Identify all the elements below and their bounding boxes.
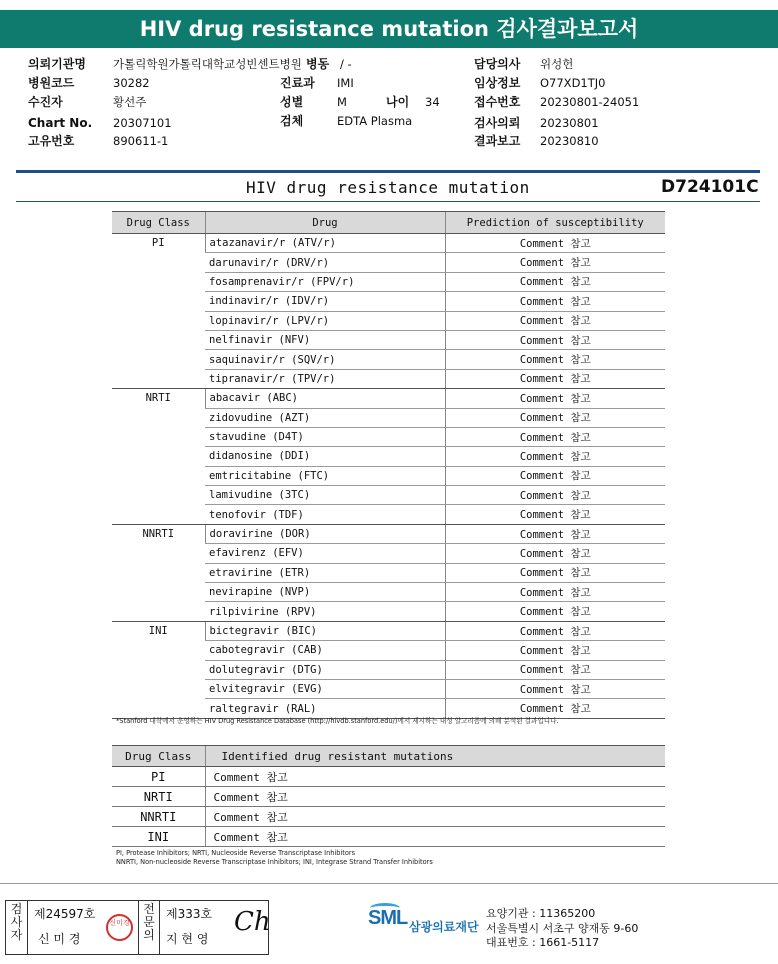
prediction-cell: Comment 참고: [445, 311, 665, 330]
chart-no-label: Chart No.: [28, 116, 93, 130]
header-prediction: Prediction of susceptibility: [445, 212, 665, 234]
logo-swoosh-icon: [370, 903, 400, 913]
prediction-cell: Comment 참고: [445, 699, 665, 718]
header-mutations: Identified drug resistant mutations: [205, 746, 665, 767]
drug-cell: etravirine (ETR): [205, 563, 445, 582]
prediction-cell: Comment 참고: [445, 641, 665, 660]
table-row: [112, 807, 665, 827]
mutation-cell: Comment 참고: [205, 767, 665, 787]
ward-label: 병동: [305, 55, 329, 74]
age-value: 34: [425, 95, 440, 109]
org-address: 서울특별시 서초구 양재동 9-60: [486, 921, 639, 935]
drug-cell: raltegravir (RAL): [205, 699, 445, 718]
drug-cell: darunavir/r (DRV/r): [205, 253, 445, 272]
tester-label: [6, 901, 28, 954]
drug-cell: tipranavir/r (TPV/r): [205, 369, 445, 388]
drug-class-cell: INI: [112, 621, 205, 718]
header-drug: Drug: [205, 212, 445, 234]
drug-class-cell: NRTI: [112, 787, 205, 807]
mutations-table: [112, 745, 665, 847]
drug-cell: lamivudine (3TC): [205, 486, 445, 505]
drug-cell: tenofovir (TDF): [205, 505, 445, 524]
table-row: [112, 524, 665, 543]
accession-label: 접수번호: [474, 95, 521, 109]
prediction-cell: Comment 참고: [445, 447, 665, 466]
institution-label: 의뢰기관명: [28, 57, 86, 71]
susceptibility-header-row: [112, 212, 665, 234]
prediction-cell: Comment 참고: [445, 350, 665, 369]
prediction-cell: Comment 참고: [445, 486, 665, 505]
prediction-cell: Comment 참고: [445, 292, 665, 311]
patient-value: 황선주: [113, 95, 147, 109]
mutations-header-row: [112, 746, 665, 767]
hospital-code-label: 병원코드: [28, 76, 75, 90]
unique-no-label: 고유번호: [28, 134, 75, 148]
sml-logo: [368, 907, 479, 934]
request-date-label: 검사의뢰: [474, 116, 521, 130]
table-row: [112, 787, 665, 807]
divider-bottom: [16, 201, 760, 202]
table-row: [112, 621, 665, 640]
sex-value: M: [337, 95, 347, 109]
specialist-name: 지 현 영: [166, 932, 209, 946]
header-drug-class: Drug Class: [112, 212, 205, 234]
prediction-cell: Comment 참고: [445, 427, 665, 446]
drug-cell: lopinavir/r (LPV/r): [205, 311, 445, 330]
specialist-license-no: 제333호: [166, 907, 213, 921]
sex-label: 성별: [280, 95, 304, 109]
logo-text: SML: [368, 907, 408, 929]
drug-cell: stavudine (D4T): [205, 427, 445, 446]
signature-icon: Ch: [234, 907, 271, 937]
mutation-cell: Comment 참고: [205, 787, 665, 807]
drug-cell: nevirapine (NVP): [205, 583, 445, 602]
report-title: HIV drug resistance mutation: [246, 178, 530, 197]
drug-class-cell: INI: [112, 827, 205, 847]
table-row: [112, 234, 665, 253]
table-row: [112, 827, 665, 847]
age-label: 나이: [386, 95, 410, 109]
database-footnote: *Stanford 대학에서 운영하는 HIV Drug Resistance Database (http://hivdb.stanford.edu/)에서 제시하는 내성 알고리즘에 의해 분석된 결과입니다.: [116, 717, 559, 725]
prediction-cell: Comment 참고: [445, 389, 665, 408]
prediction-cell: Comment 참고: [445, 466, 665, 485]
dept-value: IMI: [337, 76, 354, 90]
tester-license-no: 제24597호: [34, 907, 96, 921]
request-date-value: 20230801: [540, 116, 599, 130]
clinical-value: O77XD1TJ0: [540, 76, 606, 90]
chart-no-value: 20307101: [113, 116, 172, 130]
drug-cell: fosamprenavir/r (FPV/r): [205, 272, 445, 291]
patient-label: 수진자: [28, 95, 63, 109]
mutation-cell: Comment 참고: [205, 827, 665, 847]
abbreviation-line-2: NNRTI, Non-nucleoside Reverse Transcriptase Inhibitors; INI, Integrase Strand Transfer Inhibitors: [116, 858, 433, 866]
drug-cell: atazanavir/r (ATV/r): [205, 234, 445, 253]
clinical-label: 임상정보: [474, 76, 521, 90]
prediction-cell: Comment 참고: [445, 602, 665, 621]
accession-value: 20230801-24051: [540, 95, 640, 109]
tester-name: 신 미 경: [38, 932, 81, 946]
prediction-cell: Comment 참고: [445, 660, 665, 679]
table-row: [112, 389, 665, 408]
drug-class-cell: NNRTI: [112, 807, 205, 827]
drug-class-cell: NRTI: [112, 389, 205, 525]
specialist-label: [138, 901, 160, 954]
doctor-value: 위성헌: [540, 57, 574, 71]
logo-org-name: 삼광의료재단: [409, 920, 479, 934]
specimen-label: 검체: [280, 114, 304, 128]
org-phone: 대표번호 : 1661-5117: [486, 936, 600, 949]
table-row: [112, 767, 665, 787]
header-drug-class: Drug Class: [112, 746, 205, 767]
report-code: D724101C: [661, 177, 759, 197]
seal-stamp-icon: 신미경: [106, 914, 133, 941]
prediction-cell: Comment 참고: [445, 253, 665, 272]
prediction-cell: Comment 참고: [445, 369, 665, 388]
drug-cell: rilpivirine (RPV): [205, 602, 445, 621]
abbreviation-line-1: PI, Protease Inhibitors; NRTI, Nucleoside Reverse Transcriptase Inhibitors: [116, 849, 356, 857]
drug-class-cell: PI: [112, 234, 205, 389]
footer-divider: [0, 883, 778, 884]
drug-cell: zidovudine (AZT): [205, 408, 445, 427]
report-date-value: 20230810: [540, 134, 599, 148]
drug-cell: efavirenz (EFV): [205, 544, 445, 563]
drug-cell: elvitegravir (EVG): [205, 679, 445, 698]
report-header-title: HIV drug resistance mutation 검사결과보고서: [0, 10, 778, 48]
drug-class-cell: PI: [112, 767, 205, 787]
prediction-cell: Comment 참고: [445, 408, 665, 427]
drug-cell: emtricitabine (FTC): [205, 466, 445, 485]
drug-cell: abacavir (ABC): [205, 389, 445, 408]
signature-box: [5, 900, 269, 955]
drug-cell: saquinavir/r (SQV/r): [205, 350, 445, 369]
prediction-cell: Comment 참고: [445, 234, 665, 253]
drug-cell: nelfinavir (NFV): [205, 330, 445, 349]
dept-label: 진료과: [280, 76, 315, 90]
susceptibility-table: [112, 211, 665, 719]
mutation-cell: Comment 참고: [205, 807, 665, 827]
org-code: 요양기관 : 11365200: [486, 907, 596, 920]
drug-class-cell: NNRTI: [112, 524, 205, 621]
prediction-cell: Comment 참고: [445, 524, 665, 543]
prediction-cell: Comment 참고: [445, 621, 665, 640]
prediction-cell: Comment 참고: [445, 544, 665, 563]
tester-label-text: 검사자: [10, 902, 23, 942]
prediction-cell: Comment 참고: [445, 583, 665, 602]
prediction-cell: Comment 참고: [445, 679, 665, 698]
prediction-cell: Comment 참고: [445, 272, 665, 291]
drug-cell: cabotegravir (CAB): [205, 641, 445, 660]
hospital-code-value: 30282: [113, 76, 150, 90]
prediction-cell: Comment 참고: [445, 563, 665, 582]
drug-cell: indinavir/r (IDV/r): [205, 292, 445, 311]
drug-cell: dolutegravir (DTG): [205, 660, 445, 679]
specialist-label-text: 전문의: [143, 902, 155, 942]
ward-value: / -: [340, 57, 352, 71]
drug-cell: didanosine (DDI): [205, 447, 445, 466]
doctor-label: 담당의사: [474, 57, 521, 71]
report-date-label: 결과보고: [474, 134, 521, 148]
prediction-cell: Comment 참고: [445, 330, 665, 349]
org-info: [486, 907, 638, 951]
institution-value: 가톨릭학원가톨릭대학교성빈센트병원: [113, 57, 302, 71]
unique-no-value: 890611-1: [113, 134, 169, 148]
abbreviation-footnote: [116, 849, 433, 867]
drug-cell: bictegravir (BIC): [205, 621, 445, 640]
specimen-value: EDTA Plasma: [337, 114, 413, 128]
divider-top: [16, 170, 760, 173]
prediction-cell: Comment 참고: [445, 505, 665, 524]
drug-cell: doravirine (DOR): [205, 524, 445, 543]
